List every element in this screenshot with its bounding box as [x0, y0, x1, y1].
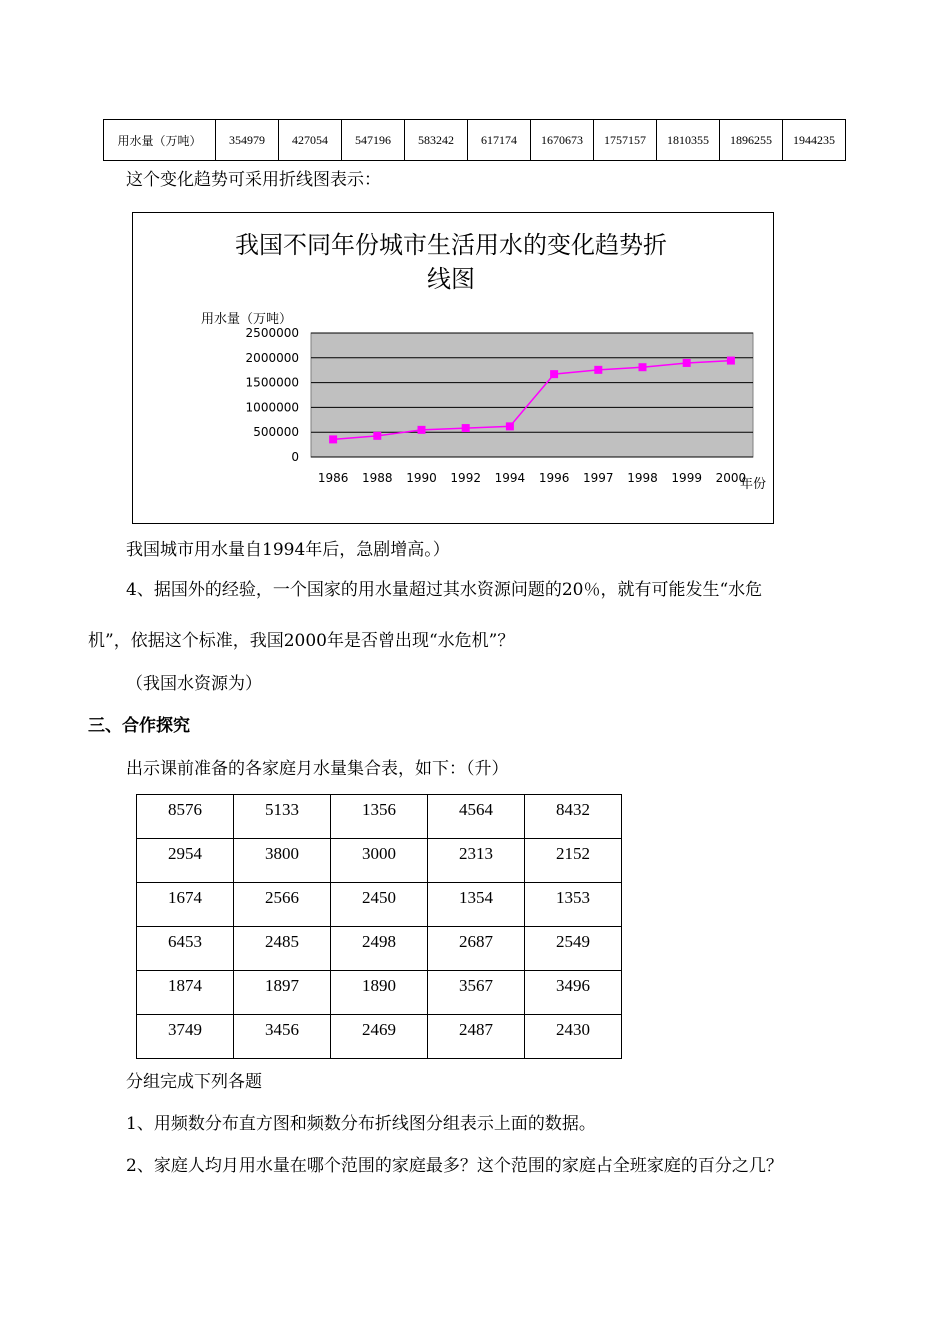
question4-line1: 4、据国外的经验，一个国家的用水量超过其水资源问题的20％，就有可能发生“水危	[126, 580, 763, 600]
table-row	[137, 1015, 622, 1059]
table-cell: 3800	[234, 839, 331, 883]
question2-text: 2、家庭人均月用水量在哪个范围的家庭最多？这个范围的家庭占全班家庭的百分之几？	[126, 1156, 783, 1176]
y-tick-label: 500000	[253, 425, 299, 440]
table-cell: 2152	[525, 839, 622, 883]
chart-intro-text: 这个变化趋势可采用折线图表示：	[126, 170, 381, 190]
table-cell: 1874	[137, 971, 234, 1015]
table-cell: 2566	[234, 883, 331, 927]
table-cell: 427054	[279, 120, 342, 161]
table-row	[137, 795, 622, 839]
question4-line2: 机”，依据这个标准，我国2000年是否曾出现“水危机”？	[88, 631, 515, 651]
data-point-marker	[683, 359, 691, 367]
x-tick-label: 1992	[450, 471, 481, 485]
x-tick-label: 1994	[494, 471, 526, 485]
data-point-marker	[639, 363, 647, 371]
x-tick-label: 1996	[538, 471, 570, 485]
table-cell: 2954	[137, 839, 234, 883]
table-cell: 3749	[137, 1015, 234, 1059]
x-tick-label: 1986	[317, 471, 349, 485]
data-point-marker	[462, 424, 470, 432]
table-row	[137, 839, 622, 883]
table-cell: 1810355	[657, 120, 720, 161]
y-axis-label: 用水量（万吨）	[201, 312, 293, 327]
table-cell: 8432	[525, 795, 622, 839]
data-point-marker	[373, 432, 381, 440]
table-cell: 1670673	[531, 120, 594, 161]
water-usage-table	[103, 119, 846, 161]
table-cell: 547196	[342, 120, 405, 161]
table-row	[104, 120, 846, 161]
table-cell: 583242	[405, 120, 468, 161]
table-cell: 1757157	[594, 120, 657, 161]
table-cell: 1897	[234, 971, 331, 1015]
y-tick-label: 2000000	[245, 350, 299, 365]
question1-text: 1、用频数分布直方图和频数分布折线图分组表示上面的数据。	[126, 1114, 596, 1134]
x-tick-label: 1997	[583, 471, 614, 485]
table-cell: 2487	[428, 1015, 525, 1059]
table-cell: 3456	[234, 1015, 331, 1059]
table-cell: 6453	[137, 927, 234, 971]
table-cell: 1944235	[783, 120, 846, 161]
section-heading: 三、合作探究	[88, 716, 190, 736]
table-intro-text: 出示课前准备的各家庭月水量集合表，如下：（升）	[126, 759, 509, 779]
water-resource-note: （我国水资源为）	[126, 674, 262, 694]
table-row	[137, 927, 622, 971]
table-cell: 354979	[216, 120, 279, 161]
data-point-marker	[594, 366, 602, 374]
table-cell: 2450	[331, 883, 428, 927]
table-cell: 4564	[428, 795, 525, 839]
line-chart	[133, 213, 773, 523]
y-tick-label: 1500000	[245, 375, 299, 390]
y-tick-label: 2500000	[245, 326, 299, 340]
chart-conclusion-text: 我国城市用水量自1994年后，急剧增高。）	[126, 540, 450, 560]
table-cell: 2498	[331, 927, 428, 971]
table-cell: 617174	[468, 120, 531, 161]
y-tick-label: 0	[291, 450, 299, 464]
table-cell: 2687	[428, 927, 525, 971]
table-cell: 3496	[525, 971, 622, 1015]
data-point-marker	[727, 357, 735, 365]
table-cell: 1356	[331, 795, 428, 839]
table-cell: 1354	[428, 883, 525, 927]
data-point-marker	[329, 435, 337, 443]
table-cell: 2313	[428, 839, 525, 883]
chart-title-line2: 线图	[427, 265, 475, 293]
table-cell: 1890	[331, 971, 428, 1015]
x-tick-label: 1999	[671, 471, 702, 485]
chart-title-line1: 我国不同年份城市生活用水的变化趋势折	[235, 231, 667, 259]
x-axis-label: 年份	[740, 477, 767, 492]
table-cell: 2469	[331, 1015, 428, 1059]
table-cell: 5133	[234, 795, 331, 839]
data-point-marker	[506, 422, 514, 430]
table-cell: 1896255	[720, 120, 783, 161]
household-water-table	[136, 794, 622, 1059]
table-cell: 3567	[428, 971, 525, 1015]
line-chart-frame	[132, 212, 774, 524]
data-point-marker	[418, 426, 426, 434]
table-header-cell: 用水量（万吨）	[104, 120, 216, 161]
x-tick-label: 2000	[715, 471, 747, 485]
table-cell: 2430	[525, 1015, 622, 1059]
table-cell: 8576	[137, 795, 234, 839]
x-tick-label: 1988	[362, 471, 393, 485]
x-tick-label: 1990	[406, 471, 437, 485]
table-cell: 1674	[137, 883, 234, 927]
table-row	[137, 971, 622, 1015]
y-tick-label: 1000000	[245, 400, 299, 415]
table-cell: 3000	[331, 839, 428, 883]
table-row	[137, 883, 622, 927]
table-cell: 2549	[525, 927, 622, 971]
data-point-marker	[550, 370, 558, 378]
table-cell: 2485	[234, 927, 331, 971]
table-cell: 1353	[525, 883, 622, 927]
group-task-text: 分组完成下列各题	[126, 1072, 262, 1092]
x-tick-label: 1998	[627, 471, 658, 485]
